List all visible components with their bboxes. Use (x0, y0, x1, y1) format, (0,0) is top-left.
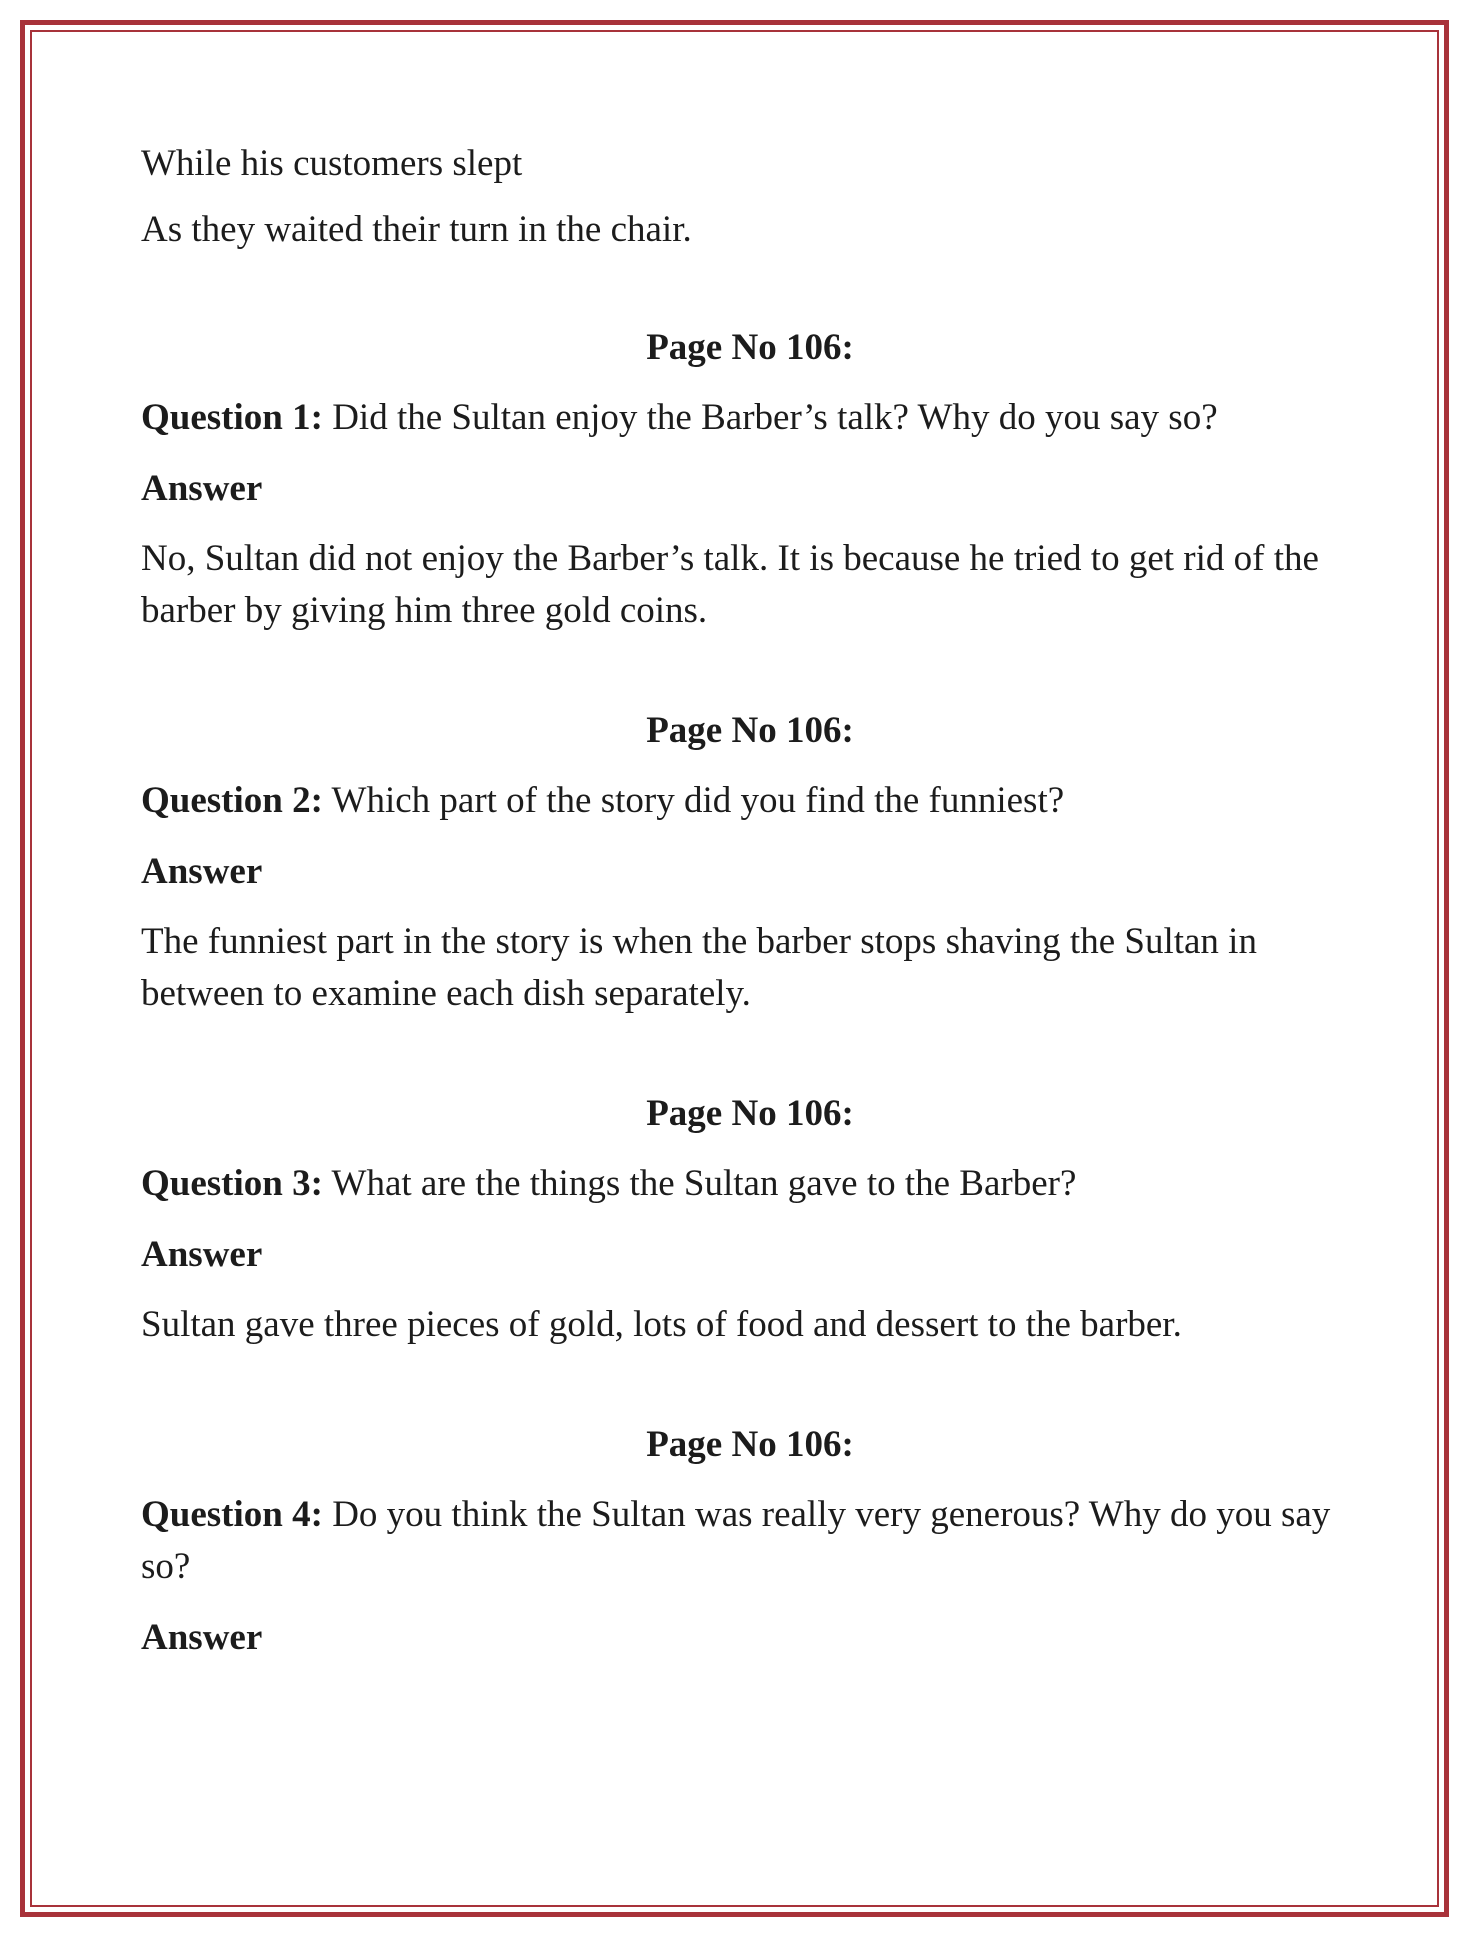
document-content (141, 138, 1341, 1682)
answer-label: Answer (141, 851, 263, 892)
question-text: Do you think the Sultan was really very generous? Why do you say so? (141, 1494, 1331, 1587)
answer-label: Answer (141, 1617, 263, 1658)
question-text: Which part of the story did you find the funniest? (322, 780, 1065, 821)
question-label: Question 3: (141, 1163, 323, 1204)
answer-text: No, Sultan did not enjoy the Barber’s talk. It is because he tried to get rid of the barber by giving him three gold coins. (141, 538, 1319, 631)
question (141, 1158, 1341, 1210)
answer-label: Answer (141, 1234, 263, 1275)
page-heading: Page No 106: (646, 327, 854, 368)
question-label: Question 2: (141, 780, 323, 821)
answer-label: Answer (141, 468, 263, 509)
page-heading: Page No 106: (646, 1424, 854, 1465)
question-label: Question 4: (141, 1494, 323, 1535)
qa-section (141, 705, 1341, 1020)
page-heading: Page No 106: (646, 710, 854, 751)
answer-text: Sultan gave three pieces of gold, lots of food and dessert to the barber. (141, 1304, 1182, 1345)
question-label: Question 1: (141, 397, 323, 438)
qa-section (141, 1419, 1341, 1664)
page-heading: Page No 106: (646, 1093, 854, 1134)
question-text: Did the Sultan enjoy the Barber’s talk? Why do you say so? (322, 397, 1218, 438)
intro-line: While his customers slept (141, 143, 523, 184)
question (141, 392, 1341, 444)
question-text: What are the things the Sultan gave to the Barber? (322, 1163, 1077, 1204)
qa-section (141, 322, 1341, 637)
intro-line: As they waited their turn in the chair. (141, 209, 692, 250)
answer-text: The funniest part in the story is when the barber stops shaving the Sultan in between to examine each dish separately. (141, 921, 1257, 1014)
question (141, 1489, 1341, 1593)
question (141, 775, 1341, 827)
qa-section (141, 1088, 1341, 1351)
